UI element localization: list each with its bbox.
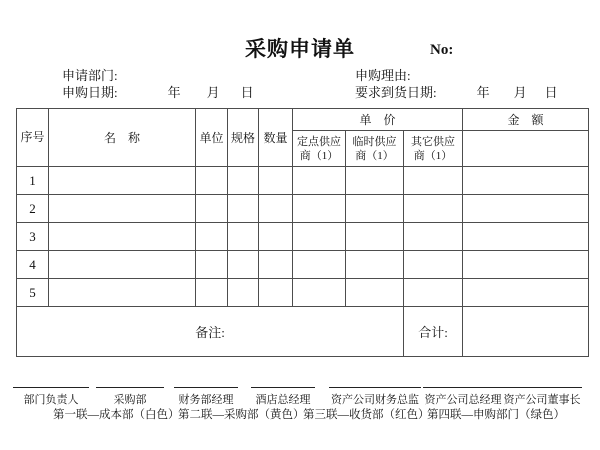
col-header-supplier-temp: 临时供应商（1） — [346, 131, 404, 167]
col-header-name: 名 称 — [49, 109, 196, 167]
signature-line-hotel-gm: 酒店总经理 — [251, 387, 315, 407]
amount-cell — [463, 279, 589, 307]
seq-cell: 5 — [17, 279, 49, 307]
price-fixed-cell — [293, 251, 346, 279]
price-temp-cell — [346, 223, 404, 251]
seq-cell: 1 — [17, 167, 49, 195]
page-title: 采购申请单 — [245, 38, 355, 61]
required-date-label: 要求到货日期: — [355, 85, 437, 100]
purchase-reason-label: 申购理由: — [355, 68, 411, 83]
col-header-supplier-other: 其它供应商（1） — [404, 131, 463, 167]
price-fixed-cell — [293, 279, 346, 307]
signature-line-purchasing-dept: 采购部 — [96, 387, 164, 407]
price-temp-cell — [346, 251, 404, 279]
signature-line-dept-head: 部门负责人 — [13, 387, 89, 407]
qty-cell — [259, 279, 293, 307]
qty-cell — [259, 167, 293, 195]
table-row — [17, 223, 589, 251]
qty-cell — [259, 195, 293, 223]
qty-cell — [259, 223, 293, 251]
spec-cell — [228, 223, 259, 251]
table-row — [17, 195, 589, 223]
price-other-cell — [404, 195, 463, 223]
signature-line-finance-manager: 财务部经理 — [174, 387, 238, 407]
apply-dept-label: 申请部门: — [62, 68, 118, 83]
amount-subheader-empty — [463, 131, 589, 167]
name-cell — [49, 195, 196, 223]
info-left-block — [62, 67, 254, 101]
price-fixed-cell — [293, 223, 346, 251]
purchase-date-label: 申购日期: — [62, 85, 118, 100]
price-temp-cell — [346, 279, 404, 307]
purchase-items-table — [16, 108, 589, 357]
signature-line-asset-cfo: 资产公司财务总监 — [329, 387, 421, 407]
remark-label: 备注: — [17, 307, 404, 357]
price-fixed-cell — [293, 195, 346, 223]
info-right-block — [355, 67, 558, 101]
spec-cell — [228, 279, 259, 307]
amount-cell — [463, 251, 589, 279]
unit-cell — [196, 195, 228, 223]
day-label: 日 — [544, 85, 558, 100]
info-line-required-date — [355, 84, 558, 101]
unit-cell — [196, 167, 228, 195]
signature-line-asset-gm: 资产公司总经理 — [423, 387, 503, 407]
price-fixed-cell — [293, 167, 346, 195]
unit-cell — [196, 251, 228, 279]
form-no-label: No: — [430, 42, 454, 58]
info-line-dept — [62, 67, 254, 84]
col-header-amount: 金 额 — [463, 109, 589, 131]
name-cell — [49, 251, 196, 279]
year-label: 年 — [167, 85, 181, 100]
price-other-cell — [404, 251, 463, 279]
signature-line-asset-chairman: 资产公司董事长 — [502, 387, 582, 407]
price-temp-cell — [346, 195, 404, 223]
name-cell — [49, 167, 196, 195]
copy-note-3: 第三联—收货部（红色） — [303, 409, 430, 421]
info-line-date — [62, 84, 254, 101]
copy-note-1: 第一联—成本部（白色） — [53, 409, 180, 421]
seq-cell: 3 — [17, 223, 49, 251]
price-other-cell — [404, 167, 463, 195]
col-header-spec: 规格 — [228, 109, 259, 167]
spec-cell — [228, 251, 259, 279]
col-header-unit-price: 单 价 — [293, 109, 463, 131]
col-header-qty: 数量 — [259, 109, 293, 167]
price-other-cell — [404, 279, 463, 307]
table-row — [17, 167, 589, 195]
col-header-seq: 序号 — [17, 109, 49, 167]
seq-cell: 2 — [17, 195, 49, 223]
month-label: 月 — [513, 85, 527, 100]
unit-cell — [196, 223, 228, 251]
name-cell — [49, 223, 196, 251]
total-amount-cell — [463, 307, 589, 357]
year-label: 年 — [476, 85, 490, 100]
col-header-supplier-fixed: 定点供应商（1） — [293, 131, 346, 167]
unit-cell — [196, 279, 228, 307]
amount-cell — [463, 195, 589, 223]
spec-cell — [228, 167, 259, 195]
name-cell — [49, 279, 196, 307]
amount-cell — [463, 223, 589, 251]
total-label: 合计: — [404, 307, 463, 357]
col-header-unit: 单位 — [196, 109, 228, 167]
copy-note-4: 第四联—申购部门（绿色） — [427, 409, 565, 421]
table-header-row-1 — [17, 109, 589, 131]
day-label: 日 — [240, 85, 254, 100]
table-row — [17, 251, 589, 279]
qty-cell — [259, 251, 293, 279]
remark-total-row — [17, 307, 589, 357]
table-row — [17, 279, 589, 307]
copy-note-2: 第二联—采购部（黄色） — [178, 409, 305, 421]
amount-cell — [463, 167, 589, 195]
seq-cell: 4 — [17, 251, 49, 279]
info-line-reason — [355, 67, 558, 84]
month-label: 月 — [206, 85, 220, 100]
price-other-cell — [404, 223, 463, 251]
price-temp-cell — [346, 167, 404, 195]
spec-cell — [228, 195, 259, 223]
